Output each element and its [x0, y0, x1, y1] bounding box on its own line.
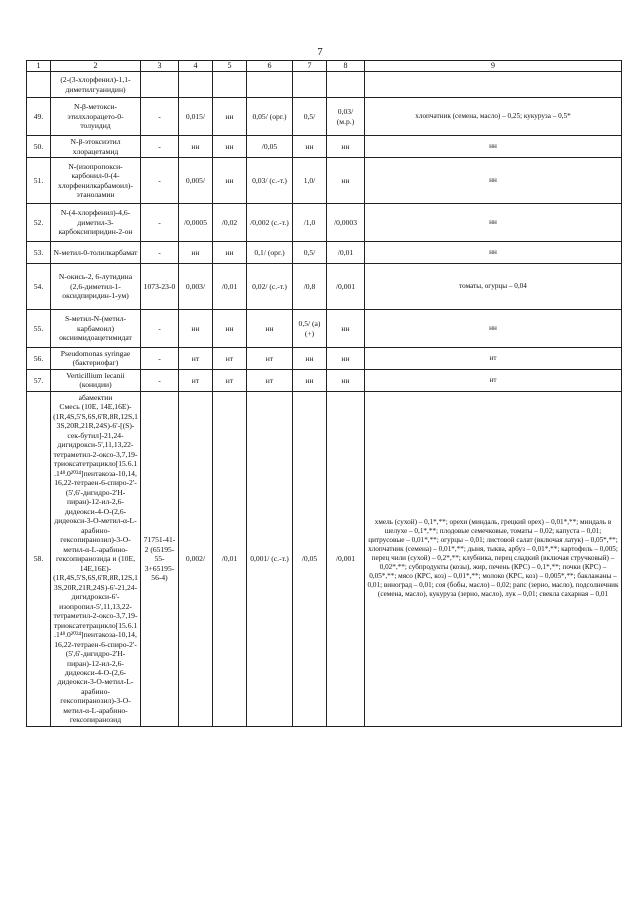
substance-formula: Смесь (10Е, 14Е,16Е)-(1R,4S,5'S,6S,6'R,8R,12S,13S,20R,21R,24S)-6'-[(S)-сек-бутил]-21,24-дигидрокси-5',11,13,22-тетраметил-2-оксо-3,7,19-триоксатетрацикло[15.6.1.1⁴⁸.0²⁰²⁴]пентакоза-10,14,16,22-тетраен-6-спиро-2'-(5',6'-дигидро-2'Н-пиран)-12-ил-2,6-дидеокси-4-О-(2,6-дидеокси-3-О-метил-α-L-арабино-гексопиранозил)-3-О-метил-α-L-арабино-гексопиранозида и (10Е, 14Е,16Е)-(1R,4S,5'S,6S,6'R,8R,12S,13S,20R,21R,24S)-6'-21,24-дигидрокси-6'-изопропил-5',11,13,22-тетраметил-2-оксо-3,7,19-триоксатетрацикло[15.6.1.1⁴⁸.0²⁰²⁴]пентакоза-10,14,16,22-тетраен-6-спиро-2'-(5',6'-дигидро-2'Н-пиран)-12-ил-2,6-дидеокси-4-О-(2,6-дидеокси-3-О-метил-L-арабино-гексопиранозил)-3-О-метил-α-L-арабино-гексопиранозид: [53, 402, 138, 725]
cell-c5: нн: [213, 98, 247, 136]
cas-number: -: [141, 242, 179, 264]
cell-c5: нн: [213, 242, 247, 264]
cell-c7: /0,05: [293, 391, 327, 726]
substance-title: абамектин: [78, 392, 113, 402]
cell-c7: нн: [293, 369, 327, 391]
cas-number: -: [141, 136, 179, 158]
cell-c9: нн: [365, 158, 622, 204]
cell-c6: нт: [247, 348, 293, 370]
cell-c7: нн: [293, 136, 327, 158]
cell-c6: 0,1/ (орг.): [247, 242, 293, 264]
table-row: [27, 204, 622, 242]
cas-number: -: [141, 348, 179, 370]
cell-c4: нн: [179, 242, 213, 264]
cas-number: 71751-41-2 (65195-55-3+65195-56-4): [141, 391, 179, 726]
cell-c7: /0,8: [293, 264, 327, 310]
cell-c5: нт: [213, 348, 247, 370]
substance-name: [51, 391, 141, 726]
substance-name: N-окись-2, 6-лутидина (2,6-диметил-1-оксидпиридин-1-ум): [51, 264, 141, 310]
row-number: 54.: [27, 264, 51, 310]
substance-name: Pseudomonas syringae (бактериофаг): [51, 348, 141, 370]
col-header: 5: [213, 61, 247, 72]
cell-c7: нн: [293, 348, 327, 370]
cell-c7: 0,5/ (а) (+): [293, 310, 327, 348]
table-row: [27, 310, 622, 348]
table-row: [27, 348, 622, 370]
cell-c5: нт: [213, 369, 247, 391]
cell-c9: хмель (сухой) – 0,1*,**; орехи (миндаль, грецкий орех) – 0,01*,**; миндаль в шелухе – 0,1*,**; плодовые семечковые, томаты – 0,02; капуста – 0,01; цитрусовые – 0,01*,**; огурцы – 0,01; листовой салат (включая латук) – 0,05*,**; хлопчатник (семена) – 0,01*,**; дыня, тыква, арбуз – 0,01*,**; картофель – 0,005; перец чили (сухой) – 0,2*,**; клубника, перец сладкий (включая стручковый) – 0,02*,**; субпродукты (козы), жир, печень (КРС) – 0,1*,**; почки (КРС) – 0,05*,**; мясо (КРС, коз) – 0,01*,**; молоко (КРС, коз) – 0,005*,**; баклажаны – 0,01; виноград – 0,01; соя (бобы, масло) – 0,02; рапс (зерно, масло), подсолнечник (семена, масло), кукуруза (зерно, масло), лук – 0,01; свекла сахарная – 0,01: [365, 391, 622, 726]
cell-c4: /0,0005: [179, 204, 213, 242]
substance-name: S-метил-N-(метил-карбамоил) оксиимидоацетимидат: [51, 310, 141, 348]
cell-c7: 0,5/: [293, 98, 327, 136]
row-number: 52.: [27, 204, 51, 242]
regulation-table: [26, 60, 622, 727]
cell-c5: /0,01: [213, 391, 247, 726]
cell-c4: 0,002/: [179, 391, 213, 726]
cell-c6: 0,001/ (с.-т.): [247, 391, 293, 726]
col-header: 9: [365, 61, 622, 72]
col-header: 3: [141, 61, 179, 72]
row-number: 51.: [27, 158, 51, 204]
row-number: 50.: [27, 136, 51, 158]
col-header: 6: [247, 61, 293, 72]
cas-number: -: [141, 310, 179, 348]
cell-c9: нн: [365, 310, 622, 348]
row-number: 56.: [27, 348, 51, 370]
cell-c7: 0,5/: [293, 242, 327, 264]
table-row: [27, 264, 622, 310]
cell-c4: нн: [179, 310, 213, 348]
cell-c4: нт: [179, 348, 213, 370]
cell-c6: 0,03/ (с.-т.): [247, 158, 293, 204]
col-header: 7: [293, 61, 327, 72]
cell-c9: нн: [365, 242, 622, 264]
cas-number: -: [141, 369, 179, 391]
cell-c8: /0,01: [327, 242, 365, 264]
cell-c9: томаты, огурцы – 0,04: [365, 264, 622, 310]
cell-c4: 0,003/: [179, 264, 213, 310]
col-header: 4: [179, 61, 213, 72]
row-number: 55.: [27, 310, 51, 348]
col-header: 8: [327, 61, 365, 72]
substance-name: N-(изопропокси-карбонил-0-(4-хлорфенилкарбамоил)-этаноламин: [51, 158, 141, 204]
table-row: [27, 369, 622, 391]
cell-c8: /0,001: [327, 391, 365, 726]
table-row: [27, 136, 622, 158]
cell-c6: нт: [247, 369, 293, 391]
row-number: 58.: [27, 391, 51, 726]
substance-name: N-метил-0-толилкарбамат: [51, 242, 141, 264]
substance-name: Verticillium lecanii (конидии): [51, 369, 141, 391]
cell-c5: /0,02: [213, 204, 247, 242]
cell-c4: нн: [179, 136, 213, 158]
header-row: [27, 61, 622, 72]
cell-c8: нн: [327, 369, 365, 391]
cell-c6: /0,002 (с.-т.): [247, 204, 293, 242]
cell-c4: нт: [179, 369, 213, 391]
cell-c8: /0,0003: [327, 204, 365, 242]
cell-c8: нн: [327, 158, 365, 204]
cell-c8: нн: [327, 310, 365, 348]
cell-c5: нн: [213, 310, 247, 348]
cell-c6: /0,05: [247, 136, 293, 158]
page-number: 7: [317, 46, 323, 58]
table-row: [27, 391, 622, 726]
cell-c9: нн: [365, 204, 622, 242]
cell-c5: нн: [213, 136, 247, 158]
cell-c8: 0,03/ (м.р.): [327, 98, 365, 136]
cas-number: -: [141, 204, 179, 242]
col-header: 1: [27, 61, 51, 72]
cell-c9: нт: [365, 348, 622, 370]
row-number: 57.: [27, 369, 51, 391]
row-number: 49.: [27, 98, 51, 136]
cas-number: -: [141, 158, 179, 204]
substance-name: N-(4-хлорфенил)-4,6-диметил-3-карбоксипиридин-2-он: [51, 204, 141, 242]
cell-c8: /0,001: [327, 264, 365, 310]
cell-c6: 0,02/ (с.-т.): [247, 264, 293, 310]
substance-name: (2-(3-хлорфенил)-1,1-диметилгуанидин): [51, 72, 141, 98]
table-row-continued: [27, 72, 622, 98]
cell-c6: 0,05/ (орг.): [247, 98, 293, 136]
cas-number: 1073-23-0: [141, 264, 179, 310]
cell-c4: 0,015/: [179, 98, 213, 136]
col-header: 2: [51, 61, 141, 72]
cell-c5: нн: [213, 158, 247, 204]
substance-name: N-β-метокси-этилхлорацето-0-толуидид: [51, 98, 141, 136]
table-row: [27, 242, 622, 264]
cell-c7: 1,0/: [293, 158, 327, 204]
cell-c5: /0,01: [213, 264, 247, 310]
cell-c8: нн: [327, 136, 365, 158]
cell-c9: нт: [365, 369, 622, 391]
table-row: [27, 158, 622, 204]
cell-c9: нн: [365, 136, 622, 158]
cell-c4: 0,005/: [179, 158, 213, 204]
row-number: 53.: [27, 242, 51, 264]
cas-number: -: [141, 98, 179, 136]
cell-c6: нн: [247, 310, 293, 348]
cell-c8: нн: [327, 348, 365, 370]
table-row: [27, 98, 622, 136]
cell-c9: хлопчатник (семена, масло) – 0,25; кукуруза – 0,5*: [365, 98, 622, 136]
substance-name: N-β-этоксиэтил хлорацетамид: [51, 136, 141, 158]
cell-c7: /1,0: [293, 204, 327, 242]
